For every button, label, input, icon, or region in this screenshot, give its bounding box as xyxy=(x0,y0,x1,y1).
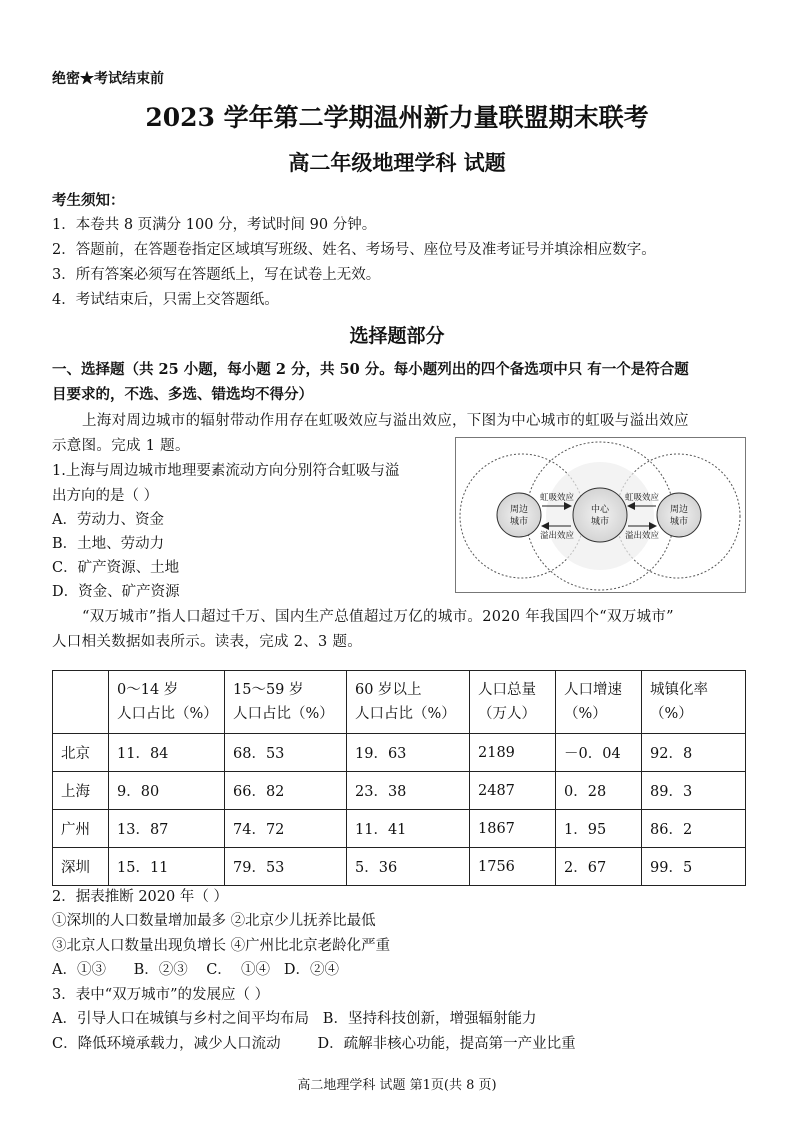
q2-statement-line2: ③北京人口数量出现负增长 ④广州比北京老龄化严重 xyxy=(52,938,391,954)
table-cell: 86．2 xyxy=(642,810,746,848)
confidential-label: 绝密★考试结束前 xyxy=(52,71,164,87)
header-cell: 0～14 岁 人口占比（%） xyxy=(109,671,225,734)
q2-options: A．①③ B．②③ C． ①④ D．②④ xyxy=(52,962,339,978)
notice-item-3: 3．所有答案必须写在答题纸上，写在试卷上无效。 xyxy=(52,267,381,283)
q3-options-line2: C．降低环境承载力，减少人口流动 D．疏解非核心功能，提高第一产业比重 xyxy=(52,1036,576,1052)
row-city: 深圳 xyxy=(53,848,109,886)
table-cell: 74．72 xyxy=(225,810,347,848)
q1-option-d: D．资金、矿产资源 xyxy=(52,584,180,600)
passage2-line1: “双万城市”指人口超过千万、国内生产总值超过万亿的城市。2020 年我国四个“双万城市” xyxy=(82,609,674,625)
table-row xyxy=(53,772,746,810)
table-cell: 11．84 xyxy=(109,734,225,772)
table-cell: 2487 xyxy=(470,772,556,810)
center-city-circle xyxy=(573,488,627,542)
q1-option-b: B．土地、劳动力 xyxy=(52,536,165,552)
header-cell: 人口总量 （万人） xyxy=(470,671,556,734)
header-cell: 60 岁以上 人口占比（%） xyxy=(347,671,470,734)
q3-options-line1: A．引导人口在城镇与乡村之间平均布局 B．坚持科技创新，增强辐射能力 xyxy=(52,1011,537,1027)
q1-intro-line1: 上海对周边城市的辐射带动作用存在虹吸效应与溢出效应，下图为中心城市的虹吸与溢出效应 xyxy=(82,413,689,429)
notice-item-2: 2．答题前，在答题卷指定区域填写班级、姓名、考场号、座位号及准考证号并填涂相应数字。 xyxy=(52,242,656,258)
exam-title: 2023 学年第二学期温州新力量联盟期末联考 xyxy=(145,103,649,132)
q1-stem-line2: 出方向的是（ ） xyxy=(52,488,159,504)
page-footer: 高二地理学科 试题 第1页(共 8 页) xyxy=(297,1078,497,1093)
table-cell: 66．82 xyxy=(225,772,347,810)
left-siphon-label: 虹吸效应 xyxy=(539,493,575,503)
table-header-row xyxy=(53,671,746,734)
table-row xyxy=(53,848,746,886)
header-cell: 15～59 岁 人口占比（%） xyxy=(225,671,347,734)
passage2-line2: 人口相关数据如表所示。读表，完成 2、3 题。 xyxy=(52,634,363,650)
table-cell: 2189 xyxy=(470,734,556,772)
right-city-circle xyxy=(657,493,701,537)
header-cell: 人口增速 （%） xyxy=(556,671,642,734)
part1-heading-line1: 一、选择题（共 25 小题，每小题 2 分，共 50 分。每小题列出的四个备选项中只 有一个是符合题 xyxy=(52,361,689,378)
part1-heading-line2: 目要求的，不选、多选、错选均不得分） xyxy=(52,386,313,403)
notice-heading: 考生须知： xyxy=(52,192,125,209)
q3-stem: 3．表中“双万城市”的发展应（ ） xyxy=(52,987,270,1003)
table-cell: 99．5 xyxy=(642,848,746,886)
q1-intro-line2: 示意图。完成 1 题。 xyxy=(52,438,190,454)
table-cell: 11．41 xyxy=(347,810,470,848)
table-cell: 1．95 xyxy=(556,810,642,848)
q1-option-c: C．矿产资源、土地 xyxy=(52,560,180,576)
left-city-circle xyxy=(497,493,541,537)
notice-item-4: 4．考试结束后，只需上交答题纸。 xyxy=(52,292,279,308)
table-cell: 0．28 xyxy=(556,772,642,810)
right-spill-label: 溢出效应 xyxy=(624,531,660,541)
table-cell: －0．04 xyxy=(556,734,642,772)
row-city: 北京 xyxy=(53,734,109,772)
population-data-table xyxy=(52,670,746,886)
table-cell: 2．67 xyxy=(556,848,642,886)
right-siphon-label: 虹吸效应 xyxy=(624,493,660,503)
table-cell: 5．36 xyxy=(347,848,470,886)
table-cell: 19．63 xyxy=(347,734,470,772)
siphon-spillover-diagram xyxy=(455,437,746,593)
left-city-label-1: 周边 xyxy=(509,505,529,515)
center-city-label-1: 中心 xyxy=(590,505,610,515)
table-cell: 89．3 xyxy=(642,772,746,810)
table-cell: 15．11 xyxy=(109,848,225,886)
table-cell: 9．80 xyxy=(109,772,225,810)
row-city: 广州 xyxy=(53,810,109,848)
left-city-label-2: 城市 xyxy=(509,517,529,527)
table-cell: 79．53 xyxy=(225,848,347,886)
table-cell: 92．8 xyxy=(642,734,746,772)
table-cell: 1756 xyxy=(470,848,556,886)
q2-stem: 2．据表推断 2020 年（ ） xyxy=(52,889,228,905)
q2-statement-line1: ①深圳的人口数量增加最多 ②北京少儿抚养比最低 xyxy=(52,913,376,929)
right-city-label-2: 城市 xyxy=(669,517,689,527)
notice-item-1: 1．本卷共 8 页满分 100 分，考试时间 90 分钟。 xyxy=(52,217,377,233)
table-cell: 68．53 xyxy=(225,734,347,772)
table-row xyxy=(53,734,746,772)
table-cell: 23．38 xyxy=(347,772,470,810)
exam-subtitle: 高二年级地理学科 试题 xyxy=(288,150,506,175)
left-spill-label: 溢出效应 xyxy=(539,531,575,541)
row-city: 上海 xyxy=(53,772,109,810)
header-cell: 城镇化率（%） xyxy=(642,671,746,734)
q1-option-a: A．劳动力、资金 xyxy=(52,512,164,528)
center-city-label-2: 城市 xyxy=(590,517,610,527)
q1-stem-line1: 1.上海与周边城市地理要素流动方向分别符合虹吸与溢 xyxy=(52,463,400,479)
table-cell: 13．87 xyxy=(109,810,225,848)
table-cell: 1867 xyxy=(470,810,556,848)
section-title: 选择题部分 xyxy=(349,325,445,347)
header-cell-empty xyxy=(53,671,109,734)
right-city-label-1: 周边 xyxy=(669,505,689,515)
table-row xyxy=(53,810,746,848)
